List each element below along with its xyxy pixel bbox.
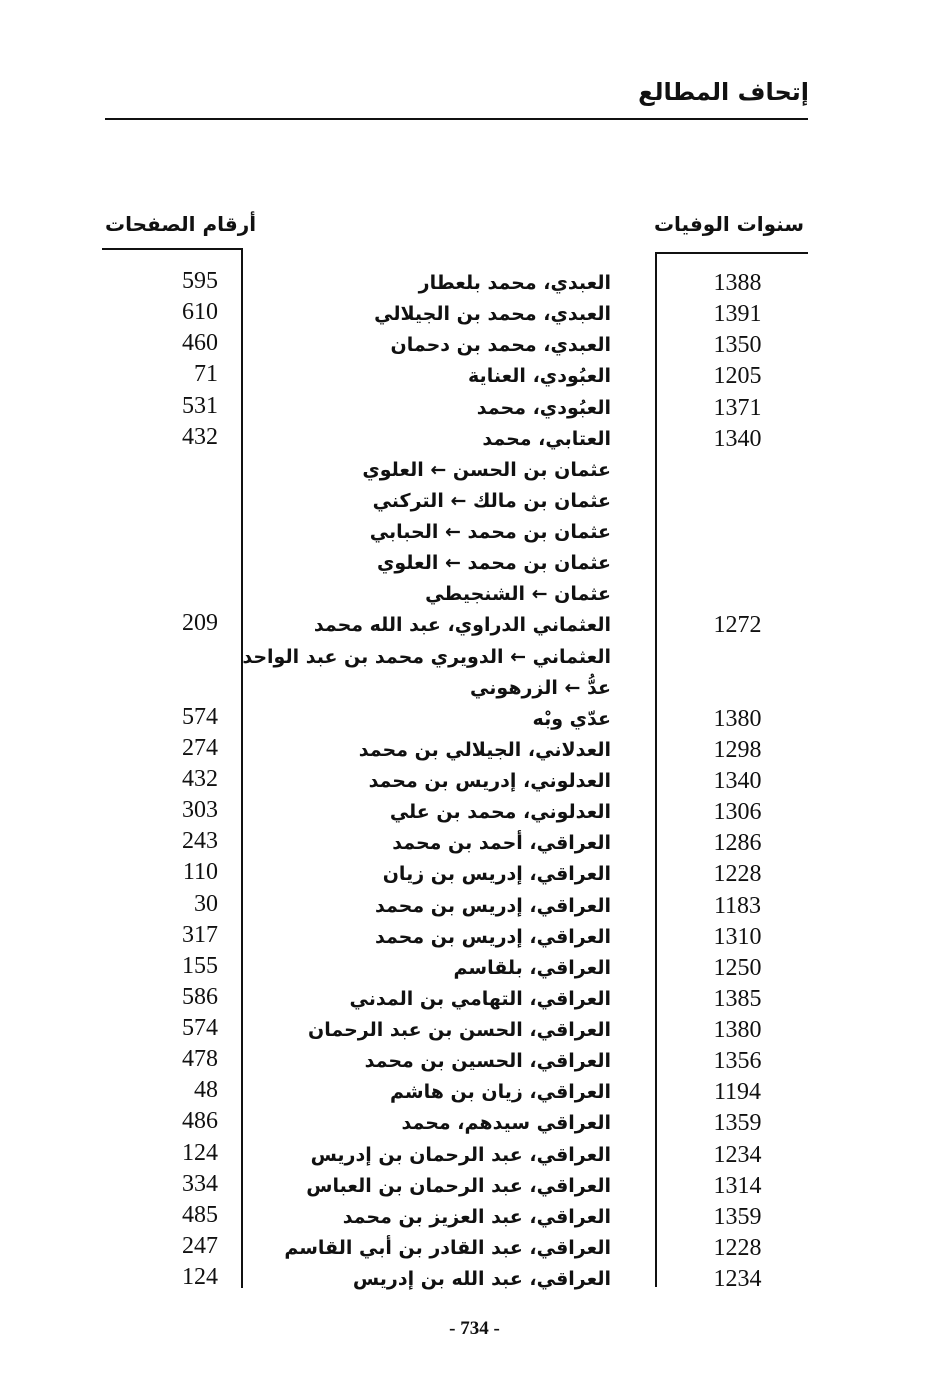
- death-year: 1371: [713, 394, 762, 421]
- page-ref: 586: [182, 983, 218, 1010]
- index-row: [0, 735, 949, 766]
- page-ref: 460: [182, 330, 218, 357]
- death-year: 1234: [713, 1141, 762, 1168]
- index-row: [0, 1015, 949, 1046]
- page-ref: 209: [182, 610, 218, 637]
- person-name: العراقي، عبد الرحمان بن إدريس: [310, 1143, 611, 1166]
- index-row: [0, 704, 949, 735]
- death-year: 1356: [713, 1048, 762, 1075]
- death-year: 1205: [713, 363, 762, 390]
- index-row: [0, 891, 949, 922]
- index-row: [0, 1171, 949, 1202]
- page-ref: 432: [182, 423, 218, 450]
- person-name: العبُودي، محمد: [476, 396, 611, 419]
- person-name: العثماني الدراوي، عبد الله محمد: [313, 614, 611, 637]
- death-year: 1385: [713, 985, 762, 1012]
- index-row: [0, 953, 949, 984]
- death-year: 1350: [713, 332, 762, 359]
- person-name: عثمان بن محمد ← العلوي: [376, 552, 611, 575]
- index-row: [0, 673, 949, 704]
- header-rule: [105, 118, 808, 120]
- person-name: عثمان بن محمد ← الحبابي: [369, 521, 611, 543]
- person-name: عدُّ ← الزرهوني: [470, 676, 611, 699]
- index-row: [0, 859, 949, 890]
- person-name: العراقي، أحمد بن محمد: [392, 832, 611, 855]
- person-name: العراقي، زيان بن هاشم: [390, 1081, 611, 1104]
- death-year: 1340: [713, 425, 762, 452]
- page-ref: 303: [182, 797, 218, 824]
- person-name: العراقي، الحسين بن محمد: [364, 1050, 611, 1073]
- death-year: 1380: [713, 705, 762, 732]
- death-year: 1359: [713, 1110, 762, 1137]
- page-ref: 247: [182, 1232, 218, 1259]
- death-year: 1298: [713, 736, 762, 763]
- page-ref: 124: [182, 1139, 218, 1166]
- page-ref: 317: [182, 921, 218, 948]
- page-ref: 485: [182, 1201, 218, 1228]
- index-row: [0, 393, 949, 424]
- person-name: العثماني ← الدويري محمد بن عبد الواحد: [242, 645, 611, 668]
- page-ref: 48: [194, 1077, 218, 1104]
- index-row: [0, 1046, 949, 1077]
- index-row: [0, 828, 949, 859]
- person-name: عدّي وبْه: [532, 707, 611, 730]
- death-year: 1183: [713, 892, 762, 919]
- person-name: عثمان بن الحسن ← العلوي: [362, 458, 611, 481]
- pages-column-top-rule: [102, 248, 243, 250]
- person-name: عثمان بن مالك ← التركني: [372, 489, 611, 512]
- page-ref: 432: [182, 766, 218, 792]
- index-row: [0, 548, 949, 579]
- index-row: [0, 1264, 949, 1295]
- person-name: العدلوني، إدريس بن محمد: [368, 770, 611, 792]
- death-year: 1314: [713, 1172, 762, 1199]
- years-column-heading: سنوات الوفيات: [653, 212, 804, 236]
- index-entries: [0, 268, 949, 1295]
- index-row: [0, 361, 949, 392]
- page-ref: 274: [182, 734, 218, 761]
- death-year: 1380: [713, 1017, 762, 1043]
- index-row: [0, 455, 949, 486]
- person-name: العدلوني، محمد بن علي: [389, 801, 611, 824]
- index-row: [0, 486, 949, 517]
- person-name: العراقي، عبد الرحمان بن العباس: [306, 1174, 611, 1197]
- person-name: العراقي سيدهم، محمد: [401, 1112, 611, 1135]
- index-row: [0, 1140, 949, 1171]
- running-title: إتحاف المطالع: [638, 78, 809, 106]
- pages-column-heading: أرقام الصفحات: [105, 212, 257, 236]
- person-name: العراقي، إدريس بن محمد: [374, 925, 611, 948]
- index-row: [0, 922, 949, 953]
- page-ref: 30: [194, 890, 218, 917]
- index-row: [0, 579, 949, 610]
- index-row: [0, 299, 949, 330]
- page-ref: 334: [182, 1170, 218, 1197]
- person-name: العدلاني، الجيلالي بن محمد: [358, 738, 611, 761]
- person-name: العبُودي، العناية: [468, 365, 611, 388]
- index-row: [0, 984, 949, 1015]
- death-year: 1340: [713, 768, 762, 794]
- death-year: 1228: [713, 861, 762, 888]
- page-ref: 531: [182, 392, 218, 419]
- death-year: 1286: [713, 830, 762, 857]
- death-year: 1359: [713, 1203, 762, 1230]
- death-year: 1391: [713, 301, 762, 328]
- page-number: - 734 -: [449, 1318, 500, 1339]
- person-name: العبدي، محمد بن الجيلالي: [374, 303, 611, 326]
- index-row: [0, 424, 949, 455]
- death-year: 1194: [713, 1079, 762, 1106]
- page-ref: 610: [182, 299, 218, 326]
- page-ref: 155: [182, 952, 218, 979]
- death-year: 1250: [713, 954, 762, 981]
- page-ref: 124: [182, 1264, 218, 1290]
- index-row: [0, 610, 949, 641]
- death-year: 1228: [713, 1234, 762, 1261]
- person-name: العراقي، التهامي بن المدني: [349, 987, 611, 1010]
- page-ref: 71: [194, 361, 218, 388]
- page-ref: 574: [182, 1015, 218, 1041]
- person-name: العراقي، الحسن بن عبد الرحمان: [307, 1019, 611, 1041]
- person-name: العراقي، عبد العزيز بن محمد: [342, 1205, 611, 1228]
- death-year: 1272: [713, 612, 762, 639]
- death-year: 1388: [713, 270, 762, 296]
- index-row: [0, 1202, 949, 1233]
- person-name: عثمان ← الشنجيطي: [425, 583, 611, 606]
- years-column-top-rule: [655, 252, 808, 254]
- index-row: [0, 766, 949, 797]
- index-row: [0, 1108, 949, 1139]
- index-row: [0, 642, 949, 673]
- index-row: [0, 1077, 949, 1108]
- index-row: [0, 268, 949, 299]
- person-name: العتابي، محمد: [482, 427, 611, 450]
- page-ref: 486: [182, 1108, 218, 1135]
- person-name: العبدي، محمد بن دحمان: [390, 334, 611, 357]
- person-name: العراقي، بلقاسم: [453, 956, 611, 979]
- person-name: العراقي، إدريس بن محمد: [374, 894, 611, 917]
- page-ref: 110: [182, 859, 218, 886]
- page-ref: 243: [182, 828, 218, 855]
- death-year: 1306: [713, 799, 762, 826]
- death-year: 1234: [713, 1266, 762, 1292]
- page-ref: 595: [182, 268, 218, 294]
- page-ref: 478: [182, 1046, 218, 1073]
- person-name: العراقي، عبد القادر بن أبي القاسم: [284, 1236, 611, 1259]
- death-year: 1310: [713, 923, 762, 950]
- person-name: العراقي، إدريس بن زيان: [382, 863, 611, 886]
- person-name: العراقي، عبد الله بن إدريس: [352, 1268, 611, 1290]
- index-row: [0, 1233, 949, 1264]
- page-ref: 574: [182, 703, 218, 730]
- person-name: العبدي، محمد بلعطار: [418, 272, 611, 294]
- index-row: [0, 517, 949, 548]
- index-row: [0, 797, 949, 828]
- index-row: [0, 330, 949, 361]
